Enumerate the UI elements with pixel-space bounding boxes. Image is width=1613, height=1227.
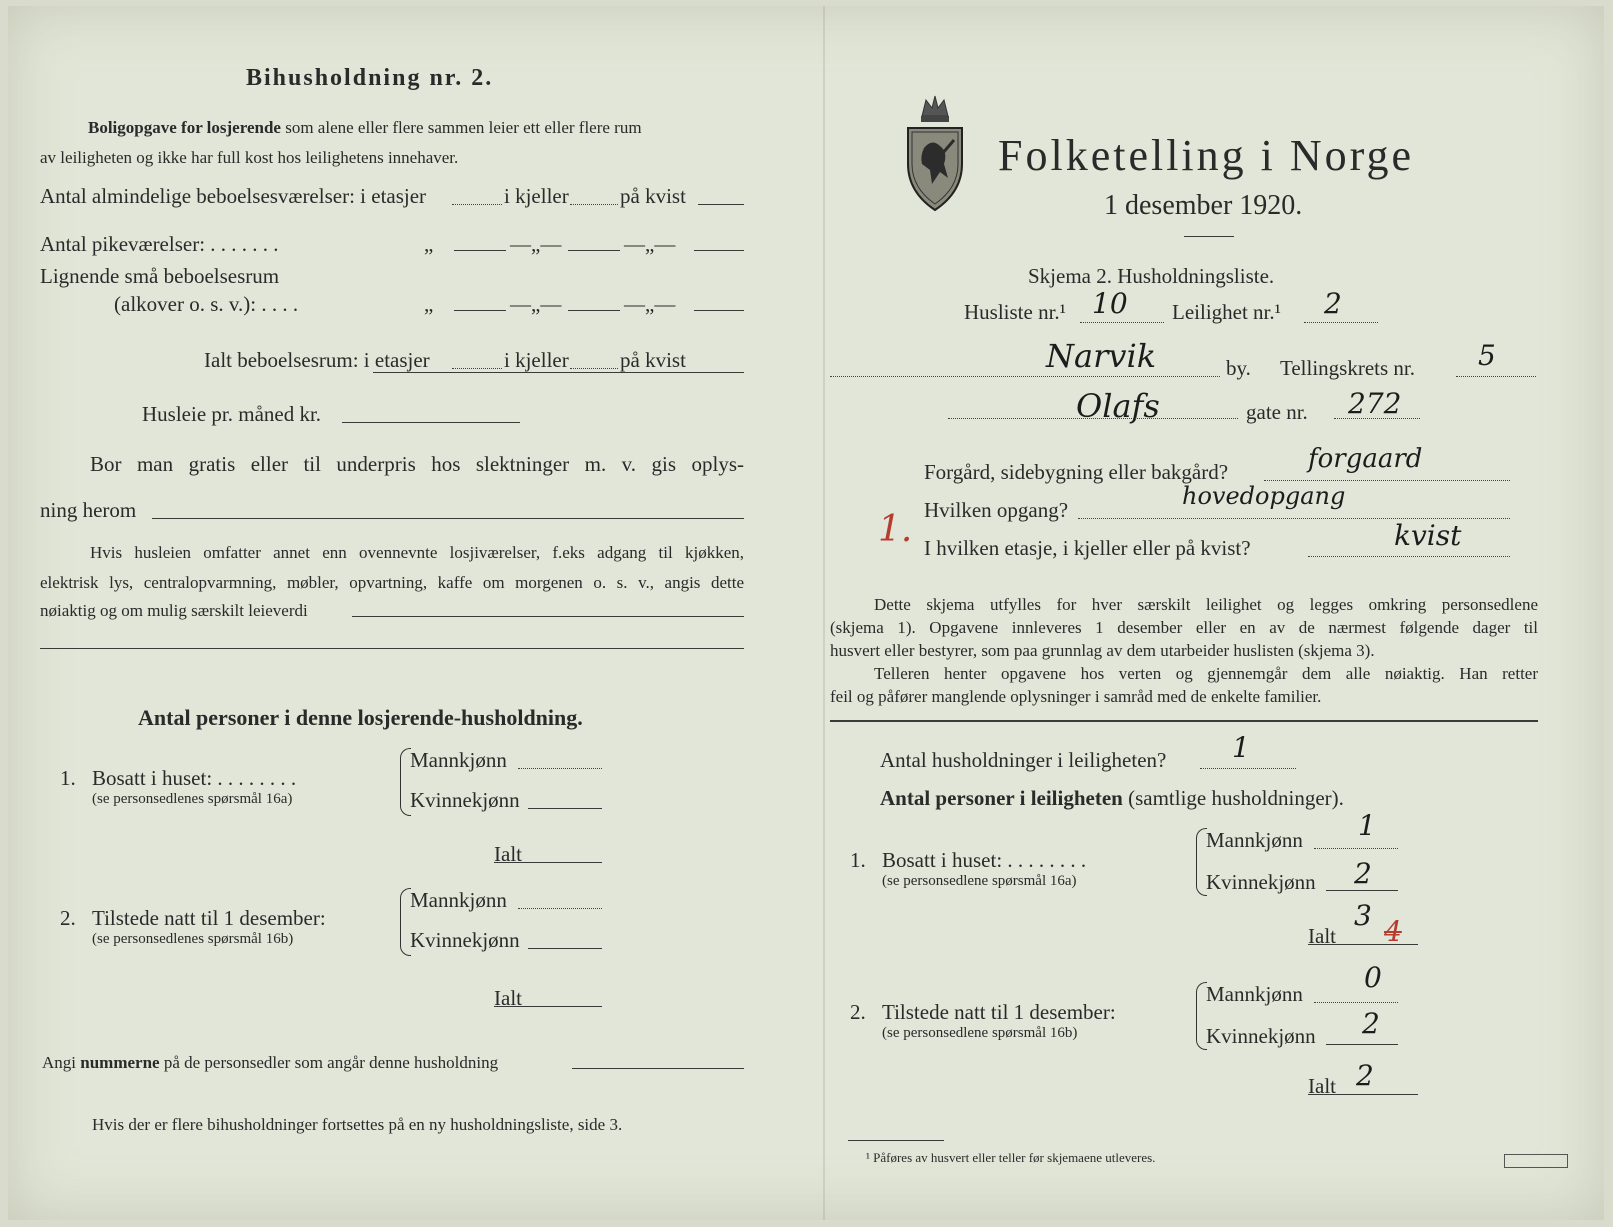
right-q1-ialt-label: Ialt bbox=[1308, 924, 1336, 948]
ialt-etasjer-field[interactable] bbox=[452, 368, 502, 369]
right-persons-heading-bold: Antal personer i leiligheten bbox=[880, 786, 1123, 810]
section-rule bbox=[830, 720, 1538, 722]
etasje-field bbox=[1308, 556, 1510, 557]
footnote-rule bbox=[848, 1140, 944, 1141]
antal-hush-value[interactable]: 1 bbox=[1232, 731, 1250, 764]
right-q1-mann-field bbox=[1314, 848, 1398, 849]
husleie-field[interactable] bbox=[342, 422, 520, 423]
pike-ditto-3: —„— bbox=[624, 232, 676, 256]
gate-field bbox=[948, 418, 1238, 419]
left-heading: Bihusholdning nr. 2. bbox=[246, 65, 494, 91]
bor-field[interactable] bbox=[152, 518, 744, 519]
pike-kvist-field[interactable] bbox=[694, 250, 744, 251]
left-q1-ialt-field[interactable] bbox=[494, 862, 602, 863]
angi-pre: Angi bbox=[42, 1053, 76, 1072]
left-q2-kvinne-label: Kvinnekjønn bbox=[410, 928, 520, 952]
right-q2-ialt-value[interactable]: 2 bbox=[1356, 1059, 1374, 1092]
left-q2-mann-field[interactable] bbox=[518, 908, 602, 909]
ialt-kvist-label: på kvist bbox=[620, 348, 686, 372]
krets-label: Tellingskrets nr. bbox=[1280, 356, 1416, 380]
left-q1-kvinne-field[interactable] bbox=[528, 808, 602, 809]
left-q2-mann-label: Mannkjønn bbox=[410, 888, 507, 912]
form-title: Folketelling i Norge bbox=[998, 131, 1415, 180]
hvis-line-3: nøiaktig og om mulig særskilt leieverdi bbox=[40, 601, 308, 620]
left-q1-kvinne-label: Kvinnekjønn bbox=[410, 788, 520, 812]
left-q2-ialt-field[interactable] bbox=[494, 1006, 602, 1007]
left-q2-sub: (se personsedlenes spørsmål 16b) bbox=[92, 931, 294, 947]
lign-label-1: Lignende små beboelsesrum bbox=[40, 264, 280, 288]
lign-kjeller-field[interactable] bbox=[568, 310, 620, 311]
husliste-value[interactable]: 10 bbox=[1092, 287, 1128, 320]
intro-rest: som alene eller flere sammen leier ett eller flere rum bbox=[285, 118, 642, 137]
instr-line-4: Telleren henter opgavene hos verten og gjennemgår dem alle nøiaktig. Han retter bbox=[874, 664, 1538, 683]
instr-line-3: husvert eller bestyrer, som paa grunnlag av dem utarbeider huslisten (skjema 3). bbox=[830, 641, 1375, 660]
by-value[interactable]: Narvik bbox=[1046, 337, 1157, 375]
gate-label: gate nr. bbox=[1246, 400, 1308, 424]
hvis-line-2: elektrisk lys, centralopvarmning, møbler, opvartning, kaffe om morgenen o. s. v., angis dette bbox=[40, 573, 744, 592]
gate-nr-field bbox=[1334, 418, 1420, 419]
ialt-kjeller-field[interactable] bbox=[570, 368, 618, 369]
left-q2-label: Tilstede natt til 1 desember: bbox=[92, 906, 326, 930]
right-q1-ialt-field bbox=[1308, 944, 1418, 945]
krets-field bbox=[1456, 376, 1536, 377]
antal-hush-label: Antal husholdninger i leiligheten? bbox=[880, 748, 1167, 772]
right-q2-ialt-field bbox=[1308, 1094, 1418, 1095]
right-q1-mann-label: Mannkjønn bbox=[1206, 828, 1303, 852]
husleie-label: Husleie pr. måned kr. bbox=[142, 402, 322, 426]
pike-kjeller-field[interactable] bbox=[568, 250, 620, 251]
leieverdi-field[interactable] bbox=[352, 616, 744, 617]
instr-line-2: (skjema 1). Opgavene innleveres 1 desember eller en av de nærmest følgende dager til bbox=[830, 618, 1538, 637]
lign-ditto-3: —„— bbox=[624, 292, 676, 316]
forgard-value[interactable]: forgaard bbox=[1308, 444, 1423, 474]
opgang-label: Hvilken opgang? bbox=[924, 498, 1069, 522]
leilighet-value[interactable]: 2 bbox=[1324, 287, 1342, 320]
instr-line-5: feil og påfører manglende oplysninger i samråd med de enkelte familier. bbox=[830, 687, 1322, 706]
right-q1-ialt-struck: 4 bbox=[1384, 915, 1402, 948]
antal-hush-field bbox=[1200, 768, 1296, 769]
left-persons-heading: Antal personer i denne losjerende-husholdning. bbox=[138, 705, 583, 730]
rooms-kvist-field[interactable] bbox=[698, 204, 744, 205]
krets-value[interactable]: 5 bbox=[1478, 339, 1496, 372]
intro-line-1 bbox=[88, 119, 642, 136]
page-fold bbox=[823, 6, 825, 1220]
pike-label: Antal pikeværelser: . . . . . . . bbox=[40, 232, 279, 256]
right-q2-ialt-label: Ialt bbox=[1308, 1074, 1336, 1098]
skjema-label: Skjema 2. Husholdningsliste. bbox=[1028, 264, 1275, 288]
left-q2-kvinne-field[interactable] bbox=[528, 948, 602, 949]
ialt-rooms-label: Ialt beboelsesrum: i etasjer bbox=[204, 348, 430, 372]
lign-label-2: (alkover o. s. v.): . . . . bbox=[114, 292, 299, 316]
by-label: by. bbox=[1226, 356, 1251, 380]
right-q1-ialt-value[interactable]: 3 bbox=[1354, 899, 1372, 932]
right-q2-mann-field bbox=[1314, 1002, 1398, 1003]
right-q2-num: 2. bbox=[850, 1000, 866, 1024]
etasje-label: I hvilken etasje, i kjeller eller på kvist? bbox=[924, 536, 1251, 560]
right-q2-mann-value[interactable]: 0 bbox=[1364, 961, 1382, 994]
footnote: ¹ Påføres av husvert eller teller før skjemaene utleveres. bbox=[866, 1150, 1156, 1165]
census-form-sheet bbox=[8, 6, 1604, 1220]
leilighet-field bbox=[1304, 322, 1378, 323]
right-q1-sub: (se personsedlene spørsmål 16a) bbox=[882, 873, 1077, 889]
husliste-field bbox=[1080, 322, 1164, 323]
bor-line-1: Bor man gratis eller til underpris hos slektninger m. v. gis oplys- bbox=[90, 452, 744, 476]
lign-etasjer-field[interactable] bbox=[454, 310, 506, 311]
right-q1-kvinne-label: Kvinnekjønn bbox=[1206, 870, 1316, 894]
leilighet-label: Leilighet nr.¹ bbox=[1172, 300, 1281, 324]
right-q1-kvinne-field bbox=[1326, 890, 1398, 891]
by-field bbox=[830, 376, 1220, 377]
form-date: 1 desember 1920. bbox=[1104, 190, 1303, 221]
right-q2-kvinne-value[interactable]: 2 bbox=[1362, 1007, 1380, 1040]
right-q1-mann-value[interactable]: 1 bbox=[1358, 809, 1376, 842]
ialt-kjeller-label: i kjeller bbox=[504, 348, 569, 372]
lign-ditto-1: „ bbox=[424, 292, 434, 316]
angi-field[interactable] bbox=[572, 1068, 744, 1069]
gate-nr-value[interactable]: 272 bbox=[1348, 387, 1402, 420]
rooms-kvist-label: på kvist bbox=[620, 184, 686, 208]
intro-bold: Boligopgave for losjerende bbox=[88, 118, 281, 137]
printer-stamp bbox=[1504, 1154, 1568, 1168]
right-q2-kvinne-label: Kvinnekjønn bbox=[1206, 1024, 1316, 1048]
left-footer: Hvis der er flere bihusholdninger fortsettes på en ny husholdningsliste, side 3. bbox=[92, 1115, 623, 1134]
instr-line-1: Dette skjema utfylles for hver særskilt leilighet og legges omkring personsedlene bbox=[874, 595, 1538, 614]
left-q1-num: 1. bbox=[60, 766, 76, 790]
angi-line bbox=[42, 1054, 498, 1071]
right-q1-num: 1. bbox=[850, 848, 866, 872]
rooms-label: Antal almindelige beboelsesværelser: i etasjer bbox=[40, 184, 427, 208]
left-q1-label: Bosatt i huset: . . . . . . . . bbox=[92, 766, 297, 790]
right-persons-heading-rest: (samtlige husholdninger). bbox=[1128, 786, 1344, 810]
right-q2-label: Tilstede natt til 1 desember: bbox=[882, 1000, 1116, 1024]
coat-of-arms-icon bbox=[904, 94, 966, 214]
left-q1-sub: (se personsedlenes spørsmål 16a) bbox=[92, 791, 293, 807]
bor-line-2: ning herom bbox=[40, 498, 137, 522]
right-persons-heading bbox=[880, 788, 1344, 809]
forgard-label: Forgård, sidebygning eller bakgård? bbox=[924, 460, 1229, 484]
husliste-label: Husliste nr.¹ bbox=[964, 300, 1066, 324]
left-q1-ialt-label: Ialt bbox=[494, 842, 522, 866]
intro-line-2: av leiligheten og ikke har full kost hos leilighetens innehaver. bbox=[40, 148, 459, 167]
right-q1-kvinne-value[interactable]: 2 bbox=[1354, 857, 1372, 890]
forgard-field bbox=[1264, 480, 1510, 481]
right-q2-kvinne-field bbox=[1326, 1044, 1398, 1045]
ialt-rooms-underline bbox=[373, 372, 744, 373]
left-q2-ialt-label: Ialt bbox=[494, 986, 522, 1010]
right-q2-sub: (se personsedlene spørsmål 16b) bbox=[882, 1025, 1078, 1041]
right-q1-label: Bosatt i huset: . . . . . . . . bbox=[882, 848, 1087, 872]
rooms-etasjer-field[interactable] bbox=[452, 204, 502, 205]
left-q1-mann-field[interactable] bbox=[518, 768, 602, 769]
pike-ditto-1: „ bbox=[424, 232, 434, 256]
rooms-kjeller-label: i kjeller bbox=[504, 184, 569, 208]
pike-ditto-2: —„— bbox=[510, 232, 562, 256]
angi-rest: på de personsedler som angår denne husholdning bbox=[163, 1053, 499, 1072]
left-q2-num: 2. bbox=[60, 906, 76, 930]
opgang-value[interactable]: hovedopgang bbox=[1182, 482, 1346, 510]
gate-value[interactable]: Olafs bbox=[1076, 387, 1160, 425]
hvis-line-1: Hvis husleien omfatter annet enn ovennevnte losjiværelser, f.eks adgang til kjøkken, bbox=[90, 543, 744, 562]
left-q1-mann-label: Mannkjønn bbox=[410, 748, 507, 772]
right-q2-mann-label: Mannkjønn bbox=[1206, 982, 1303, 1006]
red-mark: 1. bbox=[878, 509, 913, 550]
rooms-kjeller-field[interactable] bbox=[570, 204, 618, 205]
angi-bold: nummerne bbox=[80, 1053, 160, 1072]
pike-etasjer-field[interactable] bbox=[454, 250, 506, 251]
leieverdi-field-2[interactable] bbox=[40, 648, 744, 649]
title-rule bbox=[1184, 236, 1234, 237]
lign-ditto-2: —„— bbox=[510, 292, 562, 316]
etasje-value[interactable]: kvist bbox=[1394, 519, 1462, 552]
lign-kvist-field[interactable] bbox=[694, 310, 744, 311]
